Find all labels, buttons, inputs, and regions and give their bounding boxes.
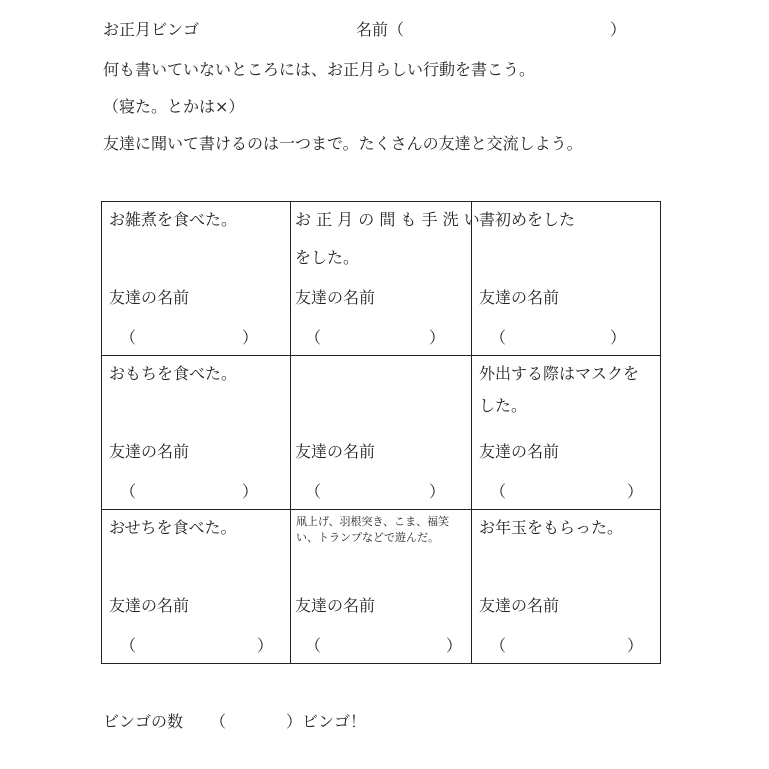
friend-name-open-paren: （ (120, 636, 137, 655)
friend-name-open-paren: （ (490, 636, 507, 655)
friend-name-close-paren: ） (627, 636, 644, 655)
bingo-cell[interactable] (472, 356, 661, 510)
friend-name-open-paren: （ (120, 328, 137, 347)
cell-activity: 外出する際はマスクを (479, 364, 640, 383)
bingo-grid (101, 201, 661, 664)
friend-name-label: 友達の名前 (109, 288, 190, 307)
bingo-cell[interactable] (102, 510, 291, 664)
friend-name-label: 友達の名前 (109, 596, 190, 615)
instruction-line-2: （寝た。とかは×） (103, 97, 245, 116)
friend-name-close-paren: ） (446, 636, 463, 655)
instruction-line-3: 友達に聞いて書けるのは一つまで。たくさんの友達と交流しよう。 (103, 134, 583, 153)
friend-name-close-paren: ） (627, 482, 644, 501)
friend-name-close-paren: ） (242, 482, 259, 501)
bingo-cell[interactable] (291, 202, 480, 356)
friend-name-open-paren: （ (305, 636, 322, 655)
friend-name-label: 友達の名前 (479, 442, 560, 461)
cell-activity: お 正 月 の 間 も 手 洗 い (295, 210, 480, 229)
friend-name-close-paren: ） (429, 328, 446, 347)
cell-activity-cont: をした。 (295, 248, 360, 267)
friend-name-label: 友達の名前 (295, 442, 376, 461)
cell-activity: お雑煮を食べた。 (109, 210, 238, 229)
bingo-cell[interactable] (472, 510, 661, 664)
friend-name-label: 友達の名前 (109, 442, 190, 461)
friend-name-open-paren: （ (305, 328, 322, 347)
bingo-count-label: ビンゴの数 (103, 712, 184, 731)
name-close-paren: ） (610, 20, 627, 39)
friend-name-close-paren: ） (610, 328, 627, 347)
friend-name-label: 友達の名前 (295, 288, 376, 307)
friend-name-open-paren: （ (120, 482, 137, 501)
cell-activity-small: 凧上げ、羽根突き、こま、福笑い、トランプなどで遊んだ。 (296, 515, 450, 544)
friend-name-close-paren: ） (242, 328, 259, 347)
bingo-count-close: ）ビンゴ！ (286, 712, 367, 731)
friend-name-label: 友達の名前 (295, 596, 376, 615)
bingo-cell-free[interactable] (291, 356, 472, 510)
name-label: 名前（ (356, 20, 405, 39)
worksheet-title: お正月ビンゴ (103, 20, 200, 39)
bingo-cell[interactable] (102, 202, 291, 356)
cell-activity-cont: した。 (479, 396, 528, 415)
friend-name-open-paren: （ (305, 482, 322, 501)
friend-name-open-paren: （ (490, 328, 507, 347)
instruction-line-1: 何も書いていないところには、お正月らしい行動を書こう。 (103, 60, 536, 79)
bingo-cell[interactable] (291, 510, 472, 664)
bingo-count-open-paren: （ (210, 712, 227, 731)
cell-activity: お年玉をもらった。 (479, 518, 624, 537)
bingo-cell[interactable] (102, 356, 291, 510)
friend-name-close-paren: ） (257, 636, 274, 655)
friend-name-close-paren: ） (429, 482, 446, 501)
friend-name-label: 友達の名前 (479, 596, 560, 615)
cell-activity: おせちを食べた。 (109, 518, 237, 537)
cell-activity: 書初めをした (479, 210, 576, 229)
friend-name-label: 友達の名前 (479, 288, 560, 307)
cell-activity: おもちを食べた。 (109, 364, 238, 383)
friend-name-open-paren: （ (490, 482, 507, 501)
bingo-cell[interactable] (472, 202, 661, 356)
